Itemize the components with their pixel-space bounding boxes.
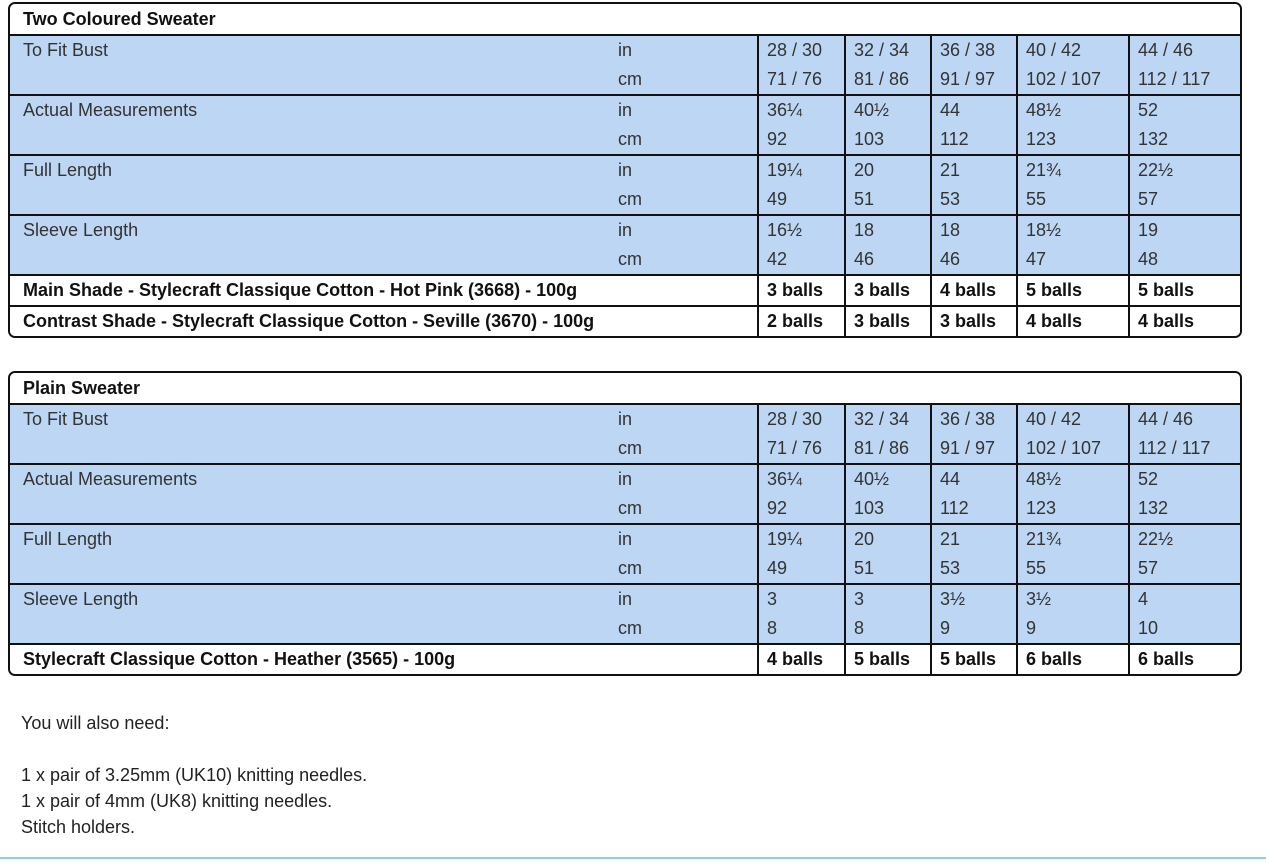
measurement-row: [10, 96, 1240, 125]
size-value: 123: [1016, 125, 1128, 156]
size-value: 36¼: [757, 465, 844, 494]
table-title: Two Coloured Sweater: [10, 4, 1240, 36]
yarn-quantity: 3 balls: [844, 307, 930, 336]
size-value: 36 / 38: [930, 405, 1016, 434]
unit-label: cm: [610, 245, 757, 276]
yarn-row: [10, 645, 1240, 674]
size-value: 10: [1128, 614, 1240, 645]
yarn-row: [10, 276, 1240, 307]
unit-label: in: [610, 525, 757, 554]
measurement-label: [10, 125, 610, 156]
size-value: 71 / 76: [757, 65, 844, 96]
size-value: 19: [1128, 216, 1240, 245]
measurement-row: [10, 614, 1240, 645]
note-item: Stitch holders.: [21, 817, 136, 837]
unit-label: in: [610, 216, 757, 245]
yarn-quantity: 4 balls: [1016, 307, 1128, 336]
size-value: 19¼: [757, 156, 844, 185]
unit-label: in: [610, 96, 757, 125]
unit-label: cm: [610, 494, 757, 525]
size-value: 32 / 34: [844, 405, 930, 434]
measurement-label: To Fit Bust: [10, 36, 610, 65]
unit-label: in: [610, 156, 757, 185]
measurement-label: To Fit Bust: [10, 405, 610, 434]
yarn-quantity: 3 balls: [757, 276, 844, 307]
unit-label: in: [610, 585, 757, 614]
measurement-label: [10, 614, 610, 645]
measurement-label: Actual Measurements: [10, 465, 610, 494]
size-value: 48½: [1016, 96, 1128, 125]
measurement-row: [10, 585, 1240, 614]
measurement-label: Actual Measurements: [10, 96, 610, 125]
measurement-label: Full Length: [10, 525, 610, 554]
size-value: 57: [1128, 554, 1240, 585]
size-value: 55: [1016, 185, 1128, 216]
size-value: 8: [844, 614, 930, 645]
yarn-row: [10, 307, 1240, 336]
yarn-label: Stylecraft Classique Cotton - Heather (3565) - 100g: [10, 645, 757, 674]
size-value: 36¼: [757, 96, 844, 125]
size-value: 32 / 34: [844, 36, 930, 65]
size-value: 28 / 30: [757, 405, 844, 434]
measurement-row: [10, 405, 1240, 434]
measurement-row: [10, 525, 1240, 554]
size-value: 112: [930, 494, 1016, 525]
unit-label: cm: [610, 434, 757, 465]
size-value: 53: [930, 185, 1016, 216]
measurement-label: [10, 245, 610, 276]
unit-label: in: [610, 36, 757, 65]
size-value: 112: [930, 125, 1016, 156]
size-value: 42: [757, 245, 844, 276]
measurement-row: [10, 216, 1240, 245]
footer-divider: [0, 857, 1266, 859]
size-value: 40 / 42: [1016, 36, 1128, 65]
size-value: 19¼: [757, 525, 844, 554]
size-value: 28 / 30: [757, 36, 844, 65]
size-value: 3: [757, 585, 844, 614]
yarn-quantity: 5 balls: [844, 645, 930, 674]
size-value: 103: [844, 125, 930, 156]
size-value: 18: [930, 216, 1016, 245]
unit-label: cm: [610, 185, 757, 216]
measurement-row: [10, 36, 1240, 65]
unit-label: cm: [610, 65, 757, 96]
size-value: 92: [757, 125, 844, 156]
size-value: 40 / 42: [1016, 405, 1128, 434]
table-title: Plain Sweater: [10, 373, 1240, 405]
size-value: 132: [1128, 125, 1240, 156]
size-value: 71 / 76: [757, 434, 844, 465]
size-value: 21: [930, 156, 1016, 185]
measurement-row: [10, 465, 1240, 494]
size-value: 18: [844, 216, 930, 245]
yarn-label: Main Shade - Stylecraft Classique Cotton - Hot Pink (3668) - 100g: [10, 276, 757, 307]
size-value: 3½: [1016, 585, 1128, 614]
size-value: 44: [930, 465, 1016, 494]
size-value: 112 / 117: [1128, 434, 1240, 465]
size-value: 21¾: [1016, 525, 1128, 554]
size-value: 3½: [930, 585, 1016, 614]
measurement-label: Sleeve Length: [10, 585, 610, 614]
size-value: 51: [844, 554, 930, 585]
measurement-label: [10, 494, 610, 525]
plain-sweater-table: [8, 371, 1242, 676]
size-value: 21¾: [1016, 156, 1128, 185]
size-value: 92: [757, 494, 844, 525]
size-value: 132: [1128, 494, 1240, 525]
measurement-row: [10, 245, 1240, 276]
size-value: 4: [1128, 585, 1240, 614]
also-need-heading: You will also need:: [21, 713, 170, 733]
size-value: 47: [1016, 245, 1128, 276]
size-value: 40½: [844, 465, 930, 494]
size-value: 36 / 38: [930, 36, 1016, 65]
unit-label: cm: [610, 614, 757, 645]
two-coloured-sweater-table: [8, 2, 1242, 338]
size-value: 81 / 86: [844, 434, 930, 465]
measurement-label: [10, 554, 610, 585]
size-value: 21: [930, 525, 1016, 554]
measurement-row: [10, 185, 1240, 216]
measurement-row: [10, 65, 1240, 96]
size-value: 3: [844, 585, 930, 614]
yarn-quantity: 6 balls: [1128, 645, 1240, 674]
size-value: 46: [844, 245, 930, 276]
size-value: 103: [844, 494, 930, 525]
size-value: 91 / 97: [930, 65, 1016, 96]
note-item: 1 x pair of 3.25mm (UK10) knitting needles.: [21, 765, 368, 785]
yarn-quantity: 4 balls: [930, 276, 1016, 307]
size-value: 44 / 46: [1128, 405, 1240, 434]
also-need-list: [21, 762, 367, 840]
yarn-quantity: 5 balls: [1128, 276, 1240, 307]
unit-label: in: [610, 405, 757, 434]
size-value: 22½: [1128, 156, 1240, 185]
size-value: 20: [844, 156, 930, 185]
yarn-quantity: 5 balls: [930, 645, 1016, 674]
size-value: 102 / 107: [1016, 434, 1128, 465]
size-value: 81 / 86: [844, 65, 930, 96]
size-value: 51: [844, 185, 930, 216]
yarn-label: Contrast Shade - Stylecraft Classique Cotton - Seville (3670) - 100g: [10, 307, 757, 336]
measurement-row: [10, 494, 1240, 525]
size-value: 49: [757, 185, 844, 216]
size-value: 57: [1128, 185, 1240, 216]
measurement-label: [10, 65, 610, 96]
size-value: 44: [930, 96, 1016, 125]
size-value: 49: [757, 554, 844, 585]
size-value: 8: [757, 614, 844, 645]
size-value: 48: [1128, 245, 1240, 276]
size-value: 9: [1016, 614, 1128, 645]
measurement-row: [10, 554, 1240, 585]
size-value: 22½: [1128, 525, 1240, 554]
yarn-quantity: 5 balls: [1016, 276, 1128, 307]
note-item: 1 x pair of 4mm (UK8) knitting needles.: [21, 791, 333, 811]
size-value: 9: [930, 614, 1016, 645]
size-value: 44 / 46: [1128, 36, 1240, 65]
unit-label: in: [610, 465, 757, 494]
size-value: 123: [1016, 494, 1128, 525]
measurement-label: [10, 185, 610, 216]
size-value: 20: [844, 525, 930, 554]
yarn-quantity: 2 balls: [757, 307, 844, 336]
size-value: 91 / 97: [930, 434, 1016, 465]
yarn-quantity: 3 balls: [844, 276, 930, 307]
size-value: 52: [1128, 465, 1240, 494]
size-value: 48½: [1016, 465, 1128, 494]
unit-label: cm: [610, 554, 757, 585]
size-value: 18½: [1016, 216, 1128, 245]
yarn-quantity: 4 balls: [1128, 307, 1240, 336]
measurement-label: [10, 434, 610, 465]
size-value: 112 / 117: [1128, 65, 1240, 96]
size-value: 53: [930, 554, 1016, 585]
measurement-label: Sleeve Length: [10, 216, 610, 245]
size-value: 16½: [757, 216, 844, 245]
measurement-row: [10, 125, 1240, 156]
unit-label: cm: [610, 125, 757, 156]
size-value: 40½: [844, 96, 930, 125]
yarn-quantity: 3 balls: [930, 307, 1016, 336]
size-value: 102 / 107: [1016, 65, 1128, 96]
size-value: 52: [1128, 96, 1240, 125]
measurement-row: [10, 156, 1240, 185]
measurement-label: Full Length: [10, 156, 610, 185]
measurement-row: [10, 434, 1240, 465]
size-value: 46: [930, 245, 1016, 276]
size-value: 55: [1016, 554, 1128, 585]
yarn-quantity: 4 balls: [757, 645, 844, 674]
yarn-quantity: 6 balls: [1016, 645, 1128, 674]
